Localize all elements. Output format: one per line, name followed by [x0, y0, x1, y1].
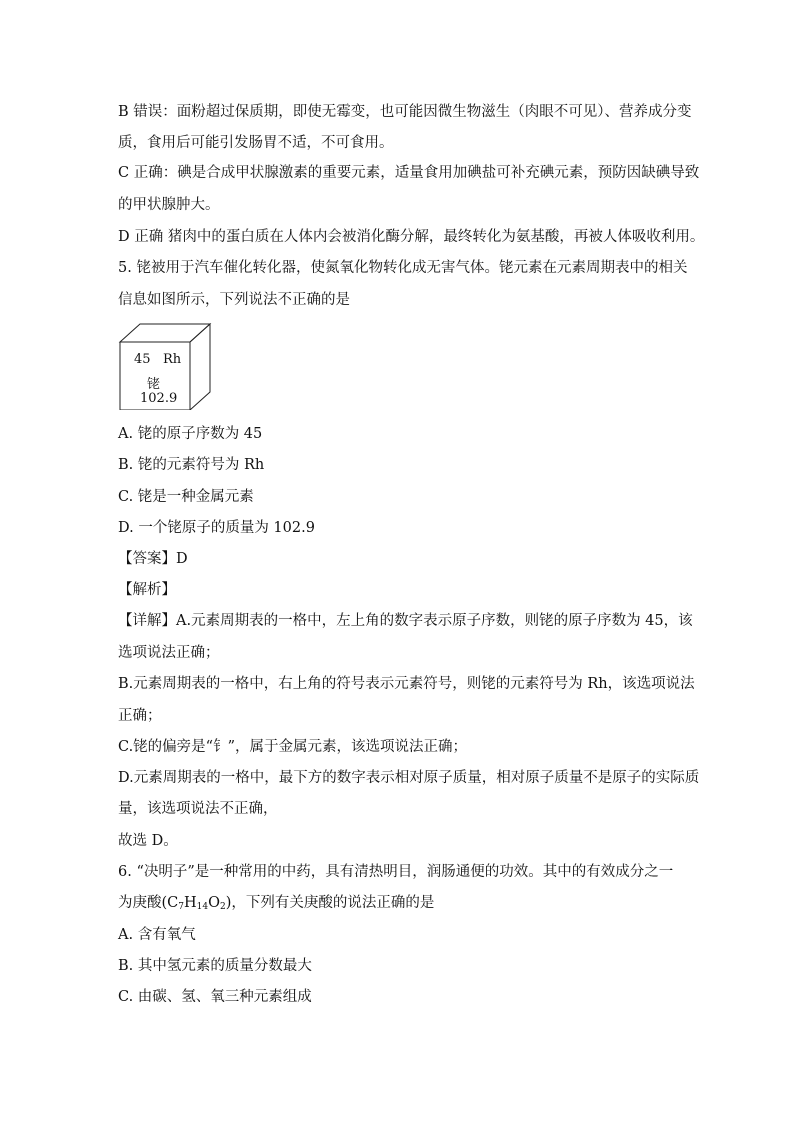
option-d: D. 一个铑原子的质量为 102.9: [118, 520, 315, 536]
detail-text: 【详解】A.元素周期表的一格中，左上角的数字表示原子序数，则铑的原子序数为 45，该: [118, 613, 693, 629]
oxygen-symbol: O: [208, 895, 220, 911]
text-line: C 正确：碘是合成甲状腺激素的重要元素，适量食用加碘盐可补充碘元素，预防因缺碘导致: [118, 165, 700, 181]
detail-text: 正确；: [118, 708, 162, 724]
question-5-stem: 信息如图所示，下列说法不正确的是: [118, 292, 350, 308]
detail-text: C.铑的偏旁是“钅”，属于金属元素，该选项说法正确；: [118, 739, 468, 755]
q6-option-a: A. 含有氧气: [118, 927, 196, 943]
text-line: B 错误：面粉超过保质期，即使无霉变，也可能因微生物滋生（肉眼不可见）、营养成分变: [118, 104, 692, 120]
option-a: A. 铑的原子序数为 45: [118, 426, 263, 442]
option-b: B. 铑的元素符号为 Rh: [118, 457, 265, 473]
detail-text: 选项说法正确；: [118, 645, 220, 661]
question-5-stem: 5. 铑被用于汽车催化转化器，使氮氧化物转化成无害气体。铑元素在元素周期表中的相关: [118, 260, 688, 276]
text-line: 的甲状腺肿大。: [118, 197, 220, 213]
question-6-stem-formula-line: [118, 893, 434, 917]
atomic-mass: 102.9: [140, 391, 178, 406]
hydrogen-symbol: H: [184, 895, 197, 911]
text-line: 质，食用后可能引发肠胃不适，不可食用。: [118, 135, 394, 151]
text-line: D 正确 猪肉中的蛋白质在人体内会被消化酶分解，最终转化为氨基酸，再被人体吸收利用。: [118, 229, 705, 245]
detail-text: B.元素周期表的一格中，右上角的符号表示元素符号，则铑的元素符号为 Rh，该选项说法: [118, 676, 695, 692]
detail-text: 量，该选项说法不正确，: [118, 801, 278, 817]
q6-suffix: )，下列有关庚酸的说法正确的是: [225, 895, 435, 911]
element-name: 铑: [147, 377, 161, 392]
analysis-heading: 【解析】: [118, 582, 176, 598]
element-symbol: Rh: [163, 352, 182, 367]
element-card-figure: [118, 322, 212, 410]
question-6-stem: 6. “决明子”是一种常用的中药，具有清热明目，润肠通便的功效。其中的有效成分之一: [118, 864, 674, 880]
answer-heading: 【答案】D: [118, 551, 188, 567]
q6-option-c: C. 由碳、氢、氧三种元素组成: [118, 989, 312, 1005]
atomic-number: 45: [134, 352, 151, 367]
q6-prefix: 为庚酸(C: [118, 895, 179, 911]
conclusion-text: 故选 D。: [118, 833, 178, 849]
q6-option-b: B. 其中氢元素的质量分数最大: [118, 958, 312, 974]
hydrogen-subscript: 14: [196, 902, 209, 912]
carbon-subscript: 7: [178, 902, 184, 912]
detail-text: D.元素周期表的一格中，最下方的数字表示相对原子质量，相对原子质量不是原子的实际质: [118, 770, 700, 786]
oxygen-subscript: 2: [220, 902, 226, 912]
option-c: C. 铑是一种金属元素: [118, 489, 254, 505]
